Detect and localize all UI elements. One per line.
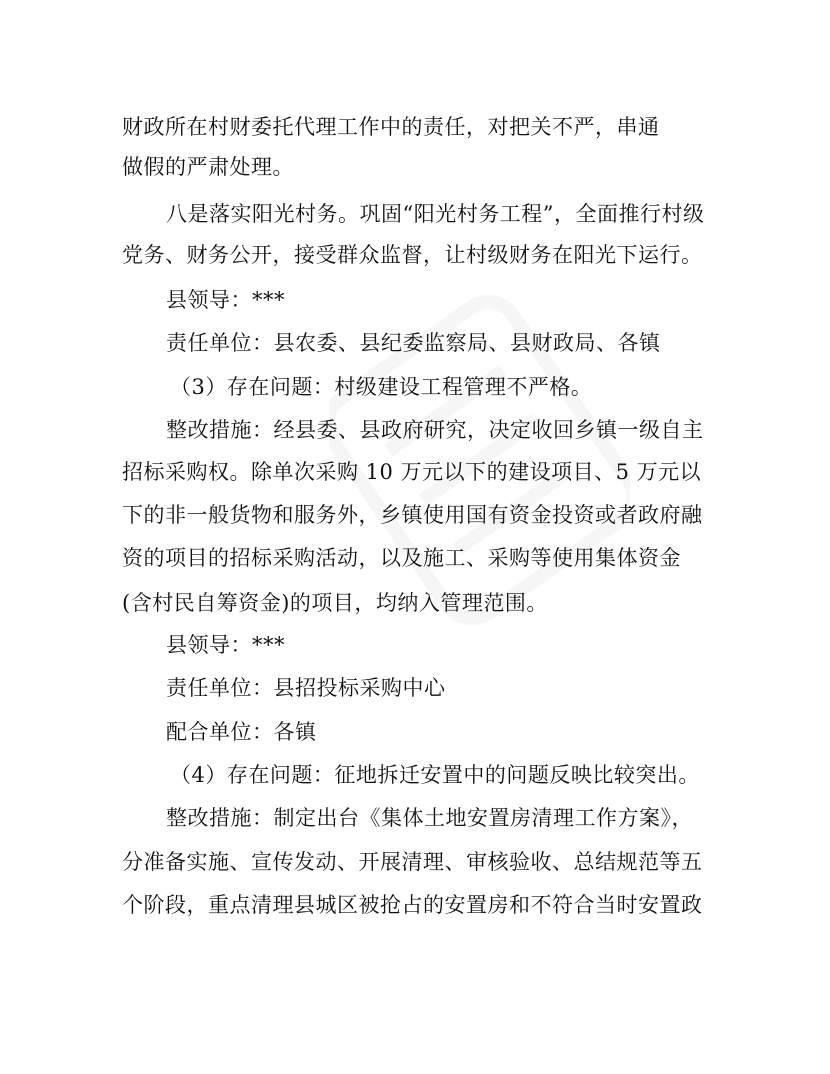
- body-line-3: 八是落实阳光村务。巩固“阳光村务工程”，全面推行村级: [166, 202, 705, 226]
- body-line-17: 整改措施：制定出台《集体土地安置房清理工作方案》，: [166, 806, 693, 830]
- body-line-12: (含村民自筹资金)的项目，均纳入管理范围。: [122, 591, 548, 615]
- body-line-10: 下的非一般货物和服务外，乡镇使用国有资金投资或者政府融: [122, 503, 703, 527]
- body-line-11: 资的项目的招标采购活动，以及施工、采购等使用集体资金: [122, 546, 681, 570]
- cooperating-unit-line: 配合单位：各镇: [166, 720, 317, 744]
- problem-heading-4: （4）存在问题：征地拆迁安置中的问题反映比较突出。: [170, 763, 700, 787]
- body-line-1: 财政所在村财委托代理工作中的责任，对把关不严，串通: [122, 115, 660, 139]
- county-leader-line-1: 县领导：***: [166, 288, 285, 312]
- problem-heading-3: （3）存在问题：村级建设工程管理不严格。: [170, 375, 593, 399]
- body-line-19: 个阶段，重点清理县城区被抢占的安置房和不符合当时安置政: [122, 893, 703, 917]
- body-line-8: 整改措施：经县委、县政府研究，决定收回乡镇一级自主: [166, 418, 704, 442]
- county-leader-line-2: 县领导：***: [166, 633, 285, 657]
- body-line-18: 分准备实施、宣传发动、开展清理、审核验收、总结规范等五: [122, 850, 703, 874]
- body-line-9: 招标采购权。除单次采购 10 万元以下的建设项目、5 万元以: [122, 460, 702, 484]
- responsible-unit-line-2: 责任单位：县招投标采购中心: [166, 676, 446, 700]
- body-line-4: 党务、财务公开，接受群众监督，让村级财务在阳光下运行。: [122, 243, 703, 267]
- responsible-unit-line-1: 责任单位：县农委、县纪委监察局、县财政局、各镇: [166, 331, 661, 355]
- body-line-2: 做假的严肃处理。: [122, 155, 294, 179]
